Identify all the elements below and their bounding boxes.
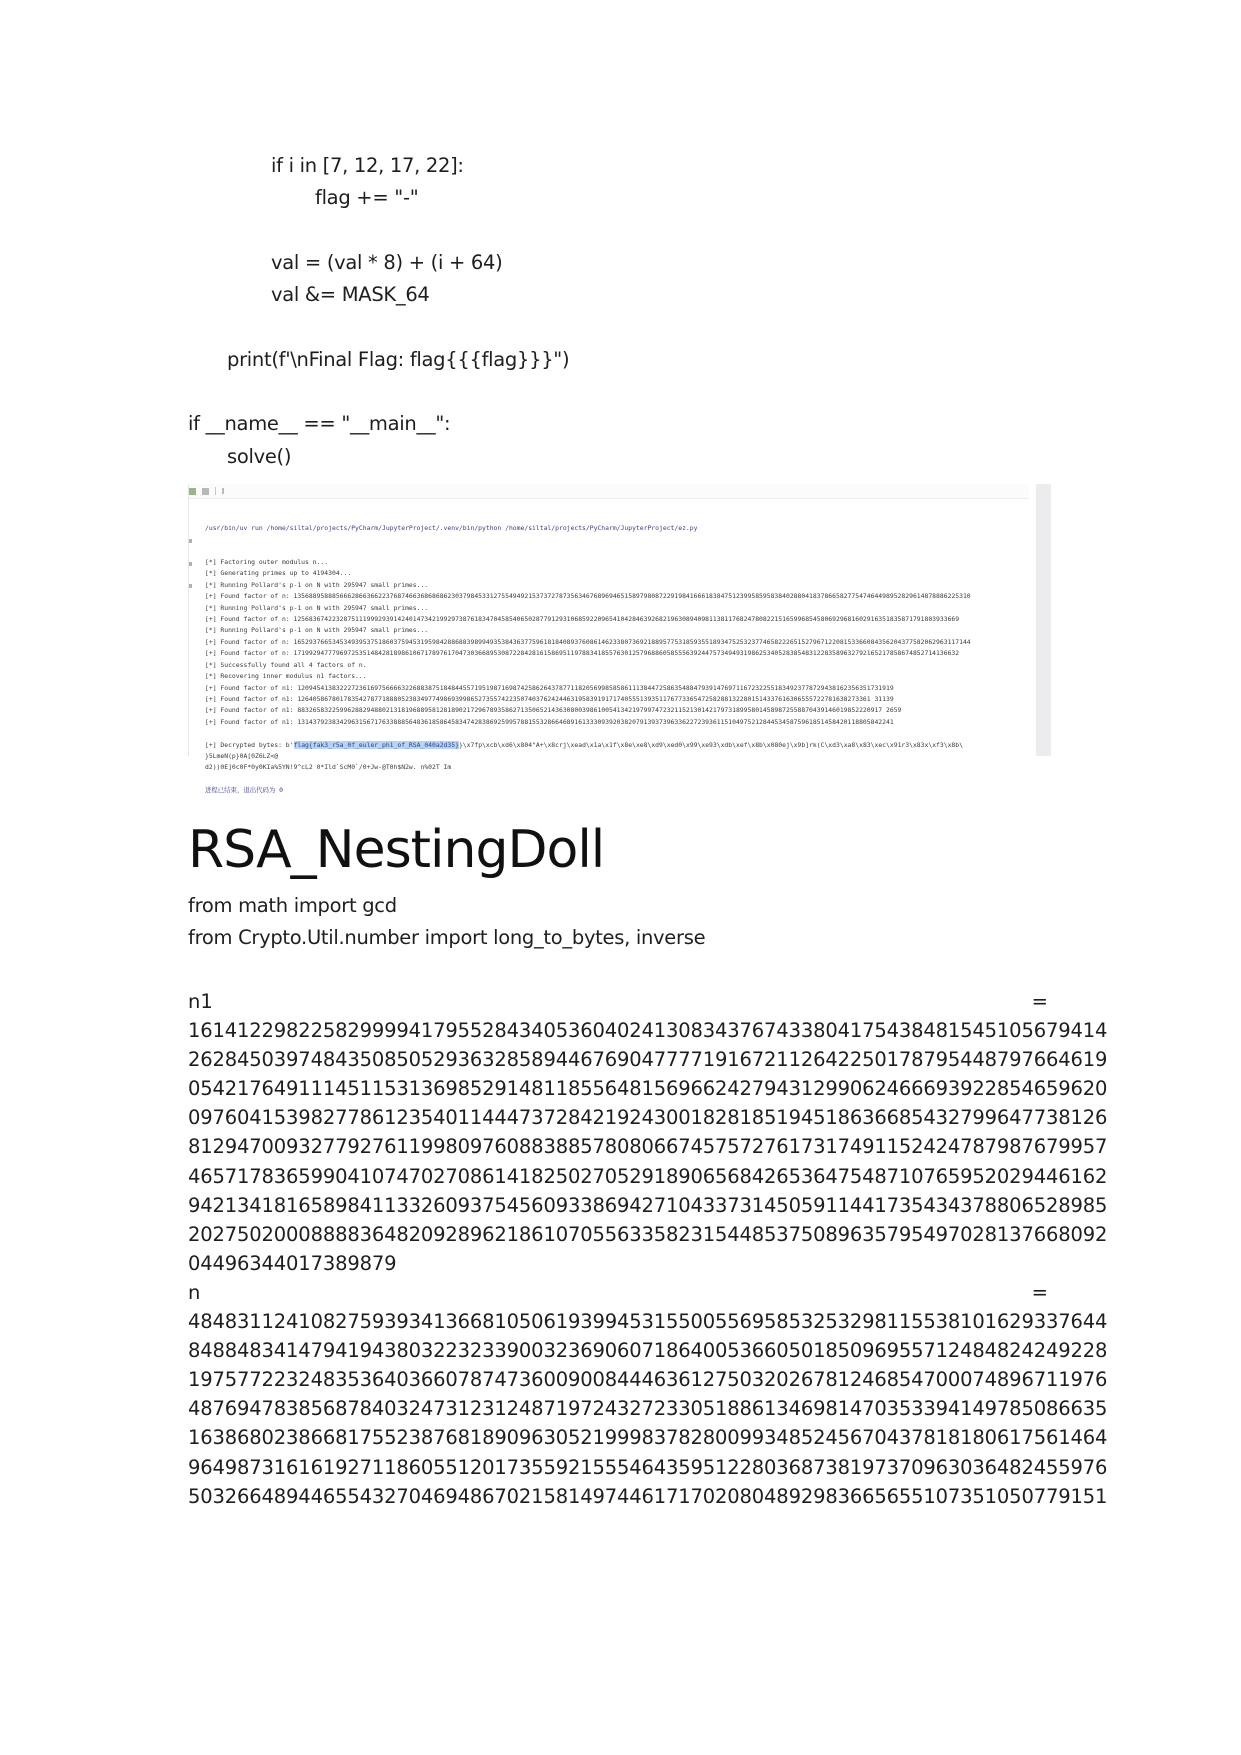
code-line: if __name__ == "__main__":	[188, 412, 451, 436]
code-line: print(f'\nFinal Flag: flag{{{flag}}}")	[227, 347, 570, 371]
terminal-line: [*] Recovering inner modulus n1 factors...	[205, 672, 367, 681]
n1-variable-name: n1	[188, 990, 213, 1013]
n-variable-name: n	[188, 1280, 201, 1304]
terminal-log	[205, 500, 1025, 797]
terminal-line: [*] Successfully found all 4 factors of n.	[205, 660, 367, 669]
n1-digit-row: 465717836599041074702708614182502705291890656842653647548710765952029446162	[188, 1164, 1108, 1188]
code-line: flag += "-"	[315, 186, 419, 210]
terminal-gutter	[187, 484, 199, 756]
toolbar-divider	[215, 487, 216, 495]
terminal-line: [+] Found factor of n: 12568367422328751119992939142401473421992973876183470458540650287791293106859220965410428463926821963089409811381176824780822151659968545806929681602916351835871791803933669	[205, 615, 960, 624]
n1-digit-row: 097604153982778612354011444737284219243001828185194518636685432799647738126	[188, 1106, 1108, 1130]
terminal-line: [+] Found factor of n1: 12094541383222723616975666632268838751848445571951987169874258626437877118205699858586111384472586354884793914769711672322551834923778729438162356351731919	[205, 683, 894, 692]
n1-digit-row: 202750200088883648209289621861070556335823154485375089635795497028137668092	[188, 1222, 1108, 1246]
n-digit-row: 163868023866817552387681890963052199983782800993485245670437818180617561464	[188, 1426, 1108, 1450]
n-digit-row: 503266489446554327046948670215814974461717020804892983665655107351050779151	[188, 1484, 1108, 1508]
gutter-marker-icon	[189, 539, 192, 543]
terminal-line: [+] Found factor of n1: 13143792383429631567176338885648361858645834742838692599578815532866468916133309392038207913937396336227239361151049752128445345875961851458420118805842241	[205, 717, 894, 726]
n1-digit-row: 04496344017389879	[188, 1251, 397, 1275]
n-digit-row: 848848341479419438032232339003236906071864005366050185096955712484824249228	[188, 1339, 1108, 1363]
section-title: RSA_NestingDoll	[188, 820, 605, 880]
import-line-2: from Crypto.Util.number import long_to_bytes, inverse	[188, 926, 706, 949]
terminal-command: /usr/bin/uv run /home/siltal/projects/PyCharm/JupyterProject/.venv/bin/python /home/siltal/projects/PyCharm/JupyterProject/ez.py	[205, 523, 698, 532]
n-digit-row: 197577223248353640366078747360090084446361275032026781246854700074896711976	[188, 1368, 1108, 1392]
terminal-line: [+] Found factor of n1: 12640586780178354278771888052383497749869399865273557422350740376242446319583919171740555139351176773365472582881322801514337616306555722781638273361 31139	[205, 694, 894, 703]
terminal-line: [+] Found factor of n: 13568895888566628663662237687466368686862303798453312755494921537372787356346768969465158979808722919841666183847512399585958384028804183786658277547464498952829614878886225310	[205, 592, 971, 601]
terminal-line: [*] Running Pollard's p-1 on N with 295947 small primes...	[205, 626, 429, 635]
terminal-line: [*] Running Pollard's p-1 on N with 295947 small primes...	[205, 580, 429, 589]
gutter-marker-icon	[189, 584, 192, 588]
code-line: val = (val * 8) + (i + 64)	[271, 250, 503, 274]
terminal-output-screenshot	[188, 484, 1051, 795]
n1-digit-row: 262845039748435085052936328589446769047777191672112642250178795448797664619	[188, 1048, 1108, 1072]
decrypted-tail: }\x7fp\xcb\xd6\x804"A+\x8crj\xead\x1a\x1f\x8e\xe8\xd9\xed0\x99\xe93\xdb\xef\x8b\x080ej\x9b]rk(C\xd3\xa8\x83\xec\x91r3\x83x\xf3\x8b\	[458, 740, 963, 749]
terminal-line: [+] Found factor of n1: 88326583225996288294880213181968895812818902172967893586271350652143630800398610054134219799747232115213014217973189958014589872558870439146019852220917 2659	[205, 706, 902, 715]
flag-highlight[interactable]: flag{fak3_r5a_0f_euler_ph1_of_RSA_040a2d35}	[293, 740, 459, 749]
code-line: solve()	[227, 444, 292, 468]
gutter-marker-icon	[189, 562, 192, 566]
code-line: val &= MASK_64	[271, 283, 430, 307]
terminal-exit-message: 进程已结束，退出代码为 0	[205, 786, 283, 795]
decrypted-prefix: [+] Decrypted bytes: b'	[205, 740, 294, 749]
code-line: if i in [7, 12, 17, 22]:	[271, 154, 464, 177]
terminal-line: [+] Found factor of n: 17199294777969725351484281898610671789761704730366895308722842816158695119788341855763012579688605855563924475734949319862534052838548312283589632792165217858674852714136632	[205, 649, 960, 658]
terminal-blank-line	[205, 774, 1025, 785]
terminal-line: [*] Factoring outer modulus n...	[205, 558, 329, 567]
terminal-line: [+] Found factor of n: 16529376653453493953751860375945319598428868839899493538436377596181840893760861462338073692188957753185935518934752532377465822265152796712208153366084356204377582062963117144	[205, 637, 971, 646]
terminal-line: [*] Running Pollard's p-1 on N with 295947 small primes...	[205, 603, 429, 612]
n1-digit-row: 812947009327792761199809760883885780806674575727617317491152424787987679957	[188, 1135, 1108, 1159]
n1-digit-row: 054217649111451153136985291481185564815696624279431299062466693922854659620	[188, 1077, 1108, 1101]
n1-equals-sign: =	[1031, 990, 1048, 1013]
import-line-1: from math import gcd	[188, 894, 397, 917]
n-digit-row: 484831124108275939341366810506193994531550055695853253298115538101629337644	[188, 1310, 1108, 1333]
terminal-blank-line	[205, 728, 1025, 739]
n1-assignment-head	[188, 990, 1048, 1014]
n-assignment-head	[188, 1281, 1048, 1305]
terminal-decrypted-line	[205, 740, 1025, 751]
terminal-line: d2))0E]0c0F*0y0KIa%5YN!9^cL2 0*Ild`ScM0`/0+Jw-@T0h$N2w. n%02T Im	[205, 763, 452, 772]
stop-icon	[202, 488, 209, 495]
n1-digit-row: 942134181658984113326093754560933869427104337314505911441735434378806528985	[188, 1193, 1108, 1217]
terminal-line: [*] Generating primes up to 4194304...	[205, 569, 352, 578]
more-options-icon	[222, 488, 224, 494]
terminal-line: }5LmeN(p}0A[0Z6LZ<@	[205, 751, 279, 760]
n-digit-row: 487694783856878403247312312487197243272330518861346981470353394149785086635	[188, 1397, 1108, 1421]
n1-digit-row: 161412298225829999417955284340536040241308343767433804175438481545105679414	[188, 1019, 1108, 1042]
n-digit-row: 964987316161927118605512017355921555464359512280368738197370963036482455976	[188, 1455, 1108, 1479]
n-equals-sign: =	[1031, 1280, 1048, 1304]
terminal-scrollbar[interactable]	[1036, 484, 1051, 756]
terminal-toolbar	[189, 484, 1029, 499]
